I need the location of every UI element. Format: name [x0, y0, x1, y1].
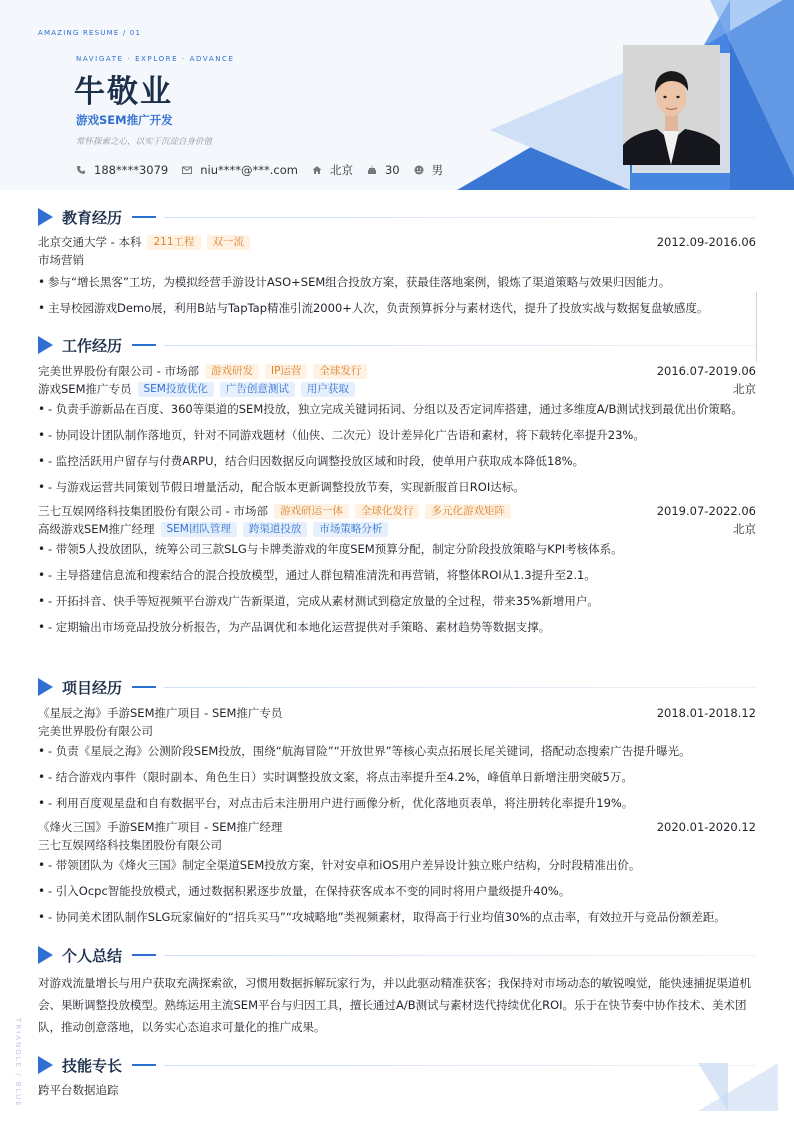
city-text: 北京 — [329, 163, 353, 177]
title-dash — [132, 954, 156, 956]
phone-icon — [76, 165, 86, 175]
job-city: 北京 — [733, 382, 756, 396]
title-dash — [132, 216, 156, 218]
triangle-icon — [38, 336, 53, 354]
project-row — [38, 704, 756, 722]
section-title: 项目经历 — [62, 678, 123, 697]
job-period: 2016.07-2019.06 — [656, 364, 756, 378]
job-period: 2019.07-2022.06 — [656, 504, 756, 518]
email-text: niu****@***.com — [200, 163, 298, 177]
contact-age — [367, 163, 400, 177]
mail-icon — [182, 165, 192, 175]
company-tag: 多元化游戏矩阵 — [425, 504, 511, 519]
header-banner — [0, 0, 794, 190]
skill-item: 跨平台数据追踪 — [38, 1083, 119, 1097]
section-header — [38, 1055, 756, 1075]
resume-kicker: AMAZING RESUME / 01 — [38, 29, 142, 37]
summary-section — [38, 945, 756, 1038]
position-tag: SEM投放优化 — [138, 382, 214, 397]
contact-gender — [414, 162, 444, 178]
list-item: • - 协同美术团队制作SLG玩家偏好的“招兵买马”“攻城略地”类视频素材，取得高于行业均值30%的点击率，有效拉开与竞品份额差距。 — [38, 906, 756, 928]
company-name: 完美世界股份有限公司 - 市场部 — [38, 364, 199, 378]
contact-city — [312, 162, 353, 178]
smiley-icon — [414, 165, 424, 175]
section-title: 个人总结 — [62, 946, 123, 965]
title-dash — [132, 1064, 156, 1066]
section-header — [38, 945, 756, 965]
position-tag: 市场策略分析 — [313, 522, 388, 537]
project-company: 完美世界股份有限公司 — [38, 724, 153, 738]
company-tag: 全球化发行 — [355, 504, 420, 519]
profile-photo — [623, 45, 720, 165]
project-period: 2020.01-2020.12 — [656, 820, 756, 834]
title-dash — [132, 686, 156, 688]
company-tag: IP运营 — [265, 364, 307, 379]
contact-email — [182, 163, 298, 177]
project-period: 2018.01-2018.12 — [656, 706, 756, 720]
position-tag: 跨渠道投放 — [243, 522, 308, 537]
list-item: • - 开拓抖音、快手等短视频平台游戏广告新渠道，完成从素材测试到稳定放量的全过程，带来35%新增用户。 — [38, 590, 756, 612]
age-text: 30 — [384, 163, 400, 177]
triangle-icon — [38, 208, 53, 226]
education-section — [38, 207, 756, 323]
company-name: 三七互娱网络科技集团股份有限公司 - 市场部 — [38, 504, 268, 518]
list-item: • - 与游戏运营共同策划节假日增量活动，配合版本更新调整投放节奏，实现新服首日ROI达标。 — [38, 476, 756, 498]
title-dash — [132, 344, 156, 346]
summary-text: 对游戏流量增长与用户获取充满探索欲，习惯用数据拆解玩家行为，并以此驱动精准获客；我保持对市场动态的敏锐嗅觉，能快速捕捉渠道机会、果断调整投放模型。熟练运用主流SEM平台与归因工具，擅长通过A/B测试与素材迭代持续优化ROI。乐于在快节奏中协作技术、美术团队，推动创意落地，以务实心态追求可量化的推广成果。 — [38, 976, 751, 1034]
position-name: 游戏SEM推广专员 — [38, 382, 132, 396]
work-section — [38, 335, 756, 642]
list-item: • - 负责《星辰之海》公测阶段SEM投放，围绕“航海冒险”“开放世界”等核心卖点拓展长尾关键词，搭配动态搜索广告提升曝光。 — [38, 740, 756, 762]
list-item: • - 监控活跃用户留存与付费ARPU，结合归因数据反向调整投放区域和时段，使单用户获取成本降低18%。 — [38, 450, 756, 472]
position-row — [38, 520, 756, 538]
project-name: 《星辰之海》手游SEM推广项目 - SEM推广专员 — [38, 706, 283, 720]
list-item: • 参与“增长黑客”工坊，为模拟经营手游设计ASO+SEM组合投放方案，获最佳落地案例，锻炼了渠道策略与效果归因能力。 — [38, 271, 756, 293]
list-item: • - 主导搭建信息流和搜索结合的混合投放模型，通过人群包精准清洗和再营销，将整体ROI从1.3提升至2.1。 — [38, 564, 756, 586]
portrait-image — [623, 45, 720, 165]
title-rule — [164, 217, 756, 218]
project-row — [38, 818, 756, 836]
triangle-icon — [38, 678, 53, 696]
section-header — [38, 677, 756, 697]
list-item: • - 协同设计团队制作落地页，针对不同游戏题材（仙侠、二次元）设计差异化广告语和素材，将下载转化率提升23%。 — [38, 424, 756, 446]
position-name: 高级游戏SEM推广经理 — [38, 522, 155, 536]
section-header — [38, 335, 756, 355]
list-item: • 主导校园游戏Demo展，利用B站与TapTap精准引流2000+人次，负责预算拆分与素材迭代，提升了投放实战与数据复盘敏感度。 — [38, 297, 756, 319]
skills-section — [38, 1055, 756, 1099]
contact-bar — [76, 162, 457, 178]
section-title: 教育经历 — [62, 208, 123, 227]
title-rule — [164, 955, 756, 956]
title-rule — [164, 687, 756, 688]
side-watermark: TRIANGLE / BLUE — [14, 1018, 22, 1108]
list-item: • - 利用百度观星盘和自有数据平台，对点击后未注册用户进行画像分析，优化落地页表单，将注册转化率提升19%。 — [38, 792, 756, 814]
position-row — [38, 380, 756, 398]
education-row — [38, 233, 756, 251]
education-period: 2012.09-2016.06 — [656, 235, 756, 249]
company-tag: 全球发行 — [313, 364, 367, 379]
school-tag: 211工程 — [147, 235, 200, 250]
section-header — [38, 207, 756, 227]
gender-text: 男 — [431, 163, 444, 177]
job-row — [38, 362, 756, 380]
section-title: 技能专长 — [62, 1056, 123, 1075]
contact-phone — [76, 163, 168, 177]
projects-section — [38, 677, 756, 932]
school-name: 北京交通大学 - 本科 — [38, 235, 142, 249]
major: 市场营销 — [38, 253, 84, 267]
triangle-icon — [38, 1056, 53, 1074]
phone-text: 188****3079 — [94, 163, 169, 177]
position-tag: SEM团队管理 — [161, 522, 237, 537]
list-item: • - 定期输出市场竞品投放分析报告，为产品调优和本地化运营提供对手策略、素材趋势等数据支撑。 — [38, 616, 756, 638]
list-item: • - 结合游戏内事件（限时副本、角色生日）实时调整投放文案，将点击率提升至4.2%，峰值单日新增注册突破5万。 — [38, 766, 756, 788]
list-item: • - 引入Ocpc智能投放模式，通过数据积累逐步放量，在保持获客成本不变的同时将用户量级提升40%。 — [38, 880, 756, 902]
decor-triangle — [698, 1063, 728, 1111]
section-title: 工作经历 — [62, 336, 123, 355]
list-item: • - 带领5人投放团队，统筹公司三款SLG与卡牌类游戏的年度SEM预算分配，制定分阶段投放策略与KPI考核体系。 — [38, 538, 756, 560]
school-tag: 双一流 — [207, 235, 251, 250]
position-tag: 用户获取 — [301, 382, 355, 397]
resume-nav-tagline: NAVIGATE · EXPLORE · ADVANCE — [76, 55, 235, 63]
decor-rule — [756, 292, 757, 362]
position-tag: 广告创意测试 — [220, 382, 295, 397]
list-item: • - 负责手游新品在百度、360等渠道的SEM投放，独立完成关键词拓词、分组以及否定词库搭建，通过多维度A/B测试找到最优出价策略。 — [38, 398, 756, 420]
job-city: 北京 — [733, 522, 756, 536]
candidate-name: 牛敬业 — [74, 74, 173, 110]
title-rule — [164, 1065, 756, 1066]
project-name: 《烽火三国》手游SEM推广项目 - SEM推广经理 — [38, 820, 283, 834]
title-rule — [164, 345, 756, 346]
list-item: • - 带领团队为《烽火三国》制定全渠道SEM投放方案，针对安卓和iOS用户差异设计独立账户结构，分时段精准出价。 — [38, 854, 756, 876]
decor-triangle — [490, 70, 630, 190]
candidate-role: 游戏SEM推广开发 — [76, 113, 173, 127]
project-company: 三七互娱网络科技集团股份有限公司 — [38, 838, 222, 852]
company-tag: 游戏研运一体 — [274, 504, 349, 519]
company-tag: 游戏研发 — [205, 364, 259, 379]
home-icon — [312, 165, 322, 175]
triangle-icon — [38, 946, 53, 964]
cake-icon — [367, 165, 377, 175]
candidate-motto: 常怀探索之心，以实干沉淀自身价值 — [76, 137, 213, 147]
job-row — [38, 502, 756, 520]
